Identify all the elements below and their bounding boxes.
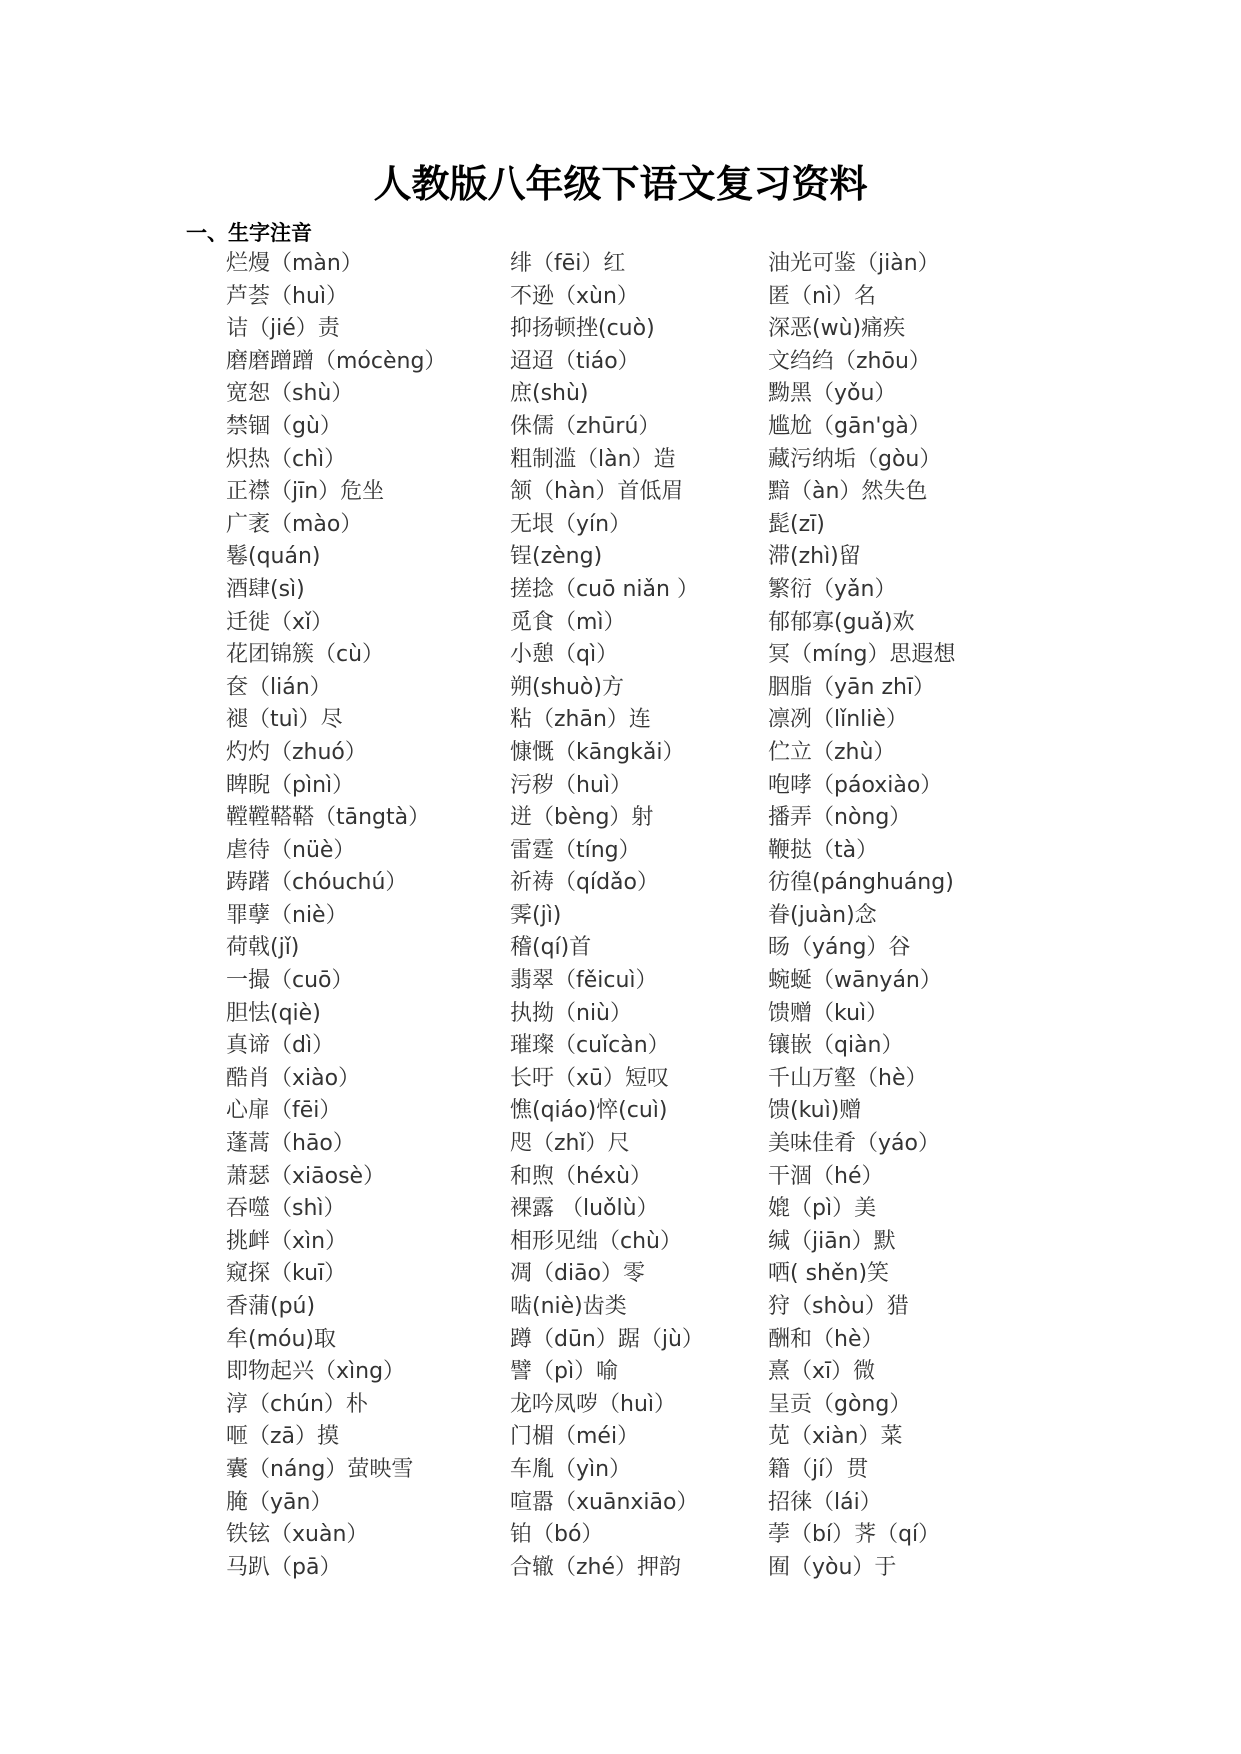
vocab-entry: 污秽（huì） bbox=[510, 772, 632, 798]
vocab-entry: 黯（àn）然失色 bbox=[768, 479, 928, 505]
vocab-entry: 干涸（hé） bbox=[768, 1163, 884, 1189]
vocab-entry: 迢迢（tiáo） bbox=[510, 348, 640, 374]
pinyin-column-1 bbox=[226, 248, 486, 1584]
vocab-entry: 虐待（nüè） bbox=[226, 837, 356, 863]
vocab-entry: 冥（míng）思遐想 bbox=[768, 642, 956, 668]
vocab-entry: 颔（hàn）首低眉 bbox=[510, 479, 684, 505]
vocab-entry: 迁徙（xǐ） bbox=[226, 609, 334, 635]
vocab-entry: 滞(zhì)留 bbox=[768, 544, 861, 570]
vocab-entry: 喧嚣（xuānxiāo） bbox=[510, 1489, 699, 1515]
vocab-entry: 咫（zhǐ）尺 bbox=[510, 1131, 630, 1157]
vocab-entry: 雷霆（tíng） bbox=[510, 837, 641, 863]
vocab-entry: 执拗（niù） bbox=[510, 1000, 632, 1026]
vocab-entry: 彷徨(pánghuáng) bbox=[768, 870, 954, 896]
vocab-entry: 禁锢（gù） bbox=[226, 413, 342, 439]
vocab-entry: 芦荟（huì） bbox=[226, 283, 348, 309]
vocab-entry: 酷肖（xiào） bbox=[226, 1065, 361, 1091]
vocab-entry: 藏污纳垢（gòu） bbox=[768, 446, 942, 472]
document-title: 人教版八年级下语文复习资料 bbox=[373, 162, 868, 206]
vocab-entry: 鞺鞺鞳鞳（tāngtà） bbox=[226, 805, 431, 831]
vocab-entry: 璀璨（cuǐcàn） bbox=[510, 1033, 670, 1059]
vocab-entry: 慷慨（kāngkǎi） bbox=[510, 739, 685, 765]
vocab-entry: 荸（bí）荠（qí） bbox=[768, 1522, 941, 1548]
vocab-entry: 无垠（yín） bbox=[510, 511, 632, 537]
pinyin-column-3 bbox=[768, 248, 1028, 1584]
vocab-entry: 抑扬顿挫(cuò) bbox=[510, 316, 655, 342]
vocab-entry: 囿（yòu）于 bbox=[768, 1554, 897, 1580]
vocab-entry: 美味佳肴（yáo） bbox=[768, 1131, 940, 1157]
vocab-entry: 奁（lián） bbox=[226, 674, 332, 700]
vocab-entry: 罪孽（niè） bbox=[226, 902, 348, 928]
vocab-entry: 文绉绉（zhōu） bbox=[768, 348, 931, 374]
vocab-entry: 吞噬（shì） bbox=[226, 1196, 346, 1222]
vocab-entry: 车胤（yìn） bbox=[510, 1456, 632, 1482]
vocab-entry: 淳（chún）朴 bbox=[226, 1391, 368, 1417]
vocab-entry: 窥探（kuī） bbox=[226, 1261, 347, 1287]
vocab-entry: 相形见绌（chù） bbox=[510, 1228, 682, 1254]
vocab-entry: 咆哮（páoxiào） bbox=[768, 772, 943, 798]
vocab-entry: 憔(qiáo)悴(cuì) bbox=[510, 1098, 668, 1124]
vocab-entry: 镶嵌（qiàn） bbox=[768, 1033, 904, 1059]
vocab-entry: 褪（tuì）尽 bbox=[226, 707, 343, 733]
vocab-entry: 睥睨（pìnì） bbox=[226, 772, 355, 798]
vocab-entry: 郁郁寡(guǎ)欢 bbox=[768, 609, 915, 635]
vocab-entry: 粘（zhān）连 bbox=[510, 707, 651, 733]
vocab-entry: 锃(zèng) bbox=[510, 544, 603, 570]
vocab-entry: 翡翠（fěicuì） bbox=[510, 968, 658, 994]
vocab-entry: 匿（nì）名 bbox=[768, 283, 877, 309]
vocab-entry: 狩（shòu）猎 bbox=[768, 1294, 909, 1319]
vocab-entry: 啮(niè)齿类 bbox=[510, 1294, 627, 1319]
vocab-entry: 心扉（fēi） bbox=[226, 1098, 342, 1124]
vocab-entry: 伫立（zhù） bbox=[768, 739, 896, 765]
vocab-entry: 觅食（mì） bbox=[510, 609, 626, 635]
vocab-entry: 囊（náng）萤映雪 bbox=[226, 1456, 414, 1482]
vocab-entry: 蓬蒿（hāo） bbox=[226, 1131, 355, 1157]
vocab-entry: 马趴（pā） bbox=[226, 1554, 342, 1580]
vocab-entry: 门楣（méi） bbox=[510, 1424, 640, 1450]
vocab-entry: 苋（xiàn）菜 bbox=[768, 1424, 903, 1450]
vocab-entry: 呈贡（gòng） bbox=[768, 1391, 912, 1417]
vocab-entry: 烂熳（màn） bbox=[226, 251, 363, 276]
vocab-entry: 眷(juàn)念 bbox=[768, 902, 877, 928]
vocab-entry: 合辙（zhé）押韵 bbox=[510, 1554, 682, 1580]
vocab-entry: 磨磨蹭蹭（mócèng） bbox=[226, 348, 447, 374]
vocab-entry: 铁铉（xuàn） bbox=[226, 1522, 369, 1548]
pinyin-column-2 bbox=[510, 248, 770, 1584]
vocab-entry: 哂( shěn)笑 bbox=[768, 1261, 890, 1287]
vocab-entry: 鞭挞（tà） bbox=[768, 837, 879, 863]
vocab-entry: 挑衅（xìn） bbox=[226, 1228, 348, 1254]
vocab-entry: 籍（jí）贯 bbox=[768, 1456, 869, 1482]
vocab-entry: 绯（fēi）红 bbox=[510, 251, 626, 276]
vocab-entry: 灼灼（zhuó） bbox=[226, 739, 367, 765]
vocab-entry: 熹（xī）微 bbox=[768, 1359, 876, 1385]
vocab-entry: 腌（yān） bbox=[226, 1489, 333, 1515]
vocab-entry: 凋（diāo）零 bbox=[510, 1261, 646, 1287]
vocab-entry: 荷戟(jǐ) bbox=[226, 935, 300, 961]
vocab-entry: 馈(kuì)赠 bbox=[768, 1098, 862, 1124]
vocab-entry: 宽恕（shù） bbox=[226, 381, 354, 407]
vocab-entry: 蹲（dūn）踞（jù） bbox=[510, 1326, 704, 1352]
vocab-entry: 庶(shù) bbox=[510, 381, 589, 407]
vocab-entry: 诘（jié）责 bbox=[226, 316, 340, 342]
vocab-entry: 迸（bèng）射 bbox=[510, 805, 654, 831]
vocab-entry: 蜿蜒（wānyán） bbox=[768, 968, 942, 994]
vocab-entry: 裸露 （luǒlù） bbox=[510, 1196, 659, 1222]
vocab-entry: 霁(jì) bbox=[510, 902, 562, 928]
vocab-entry: 真谛（dì） bbox=[226, 1033, 335, 1059]
vocab-entry: 酒肆(sì) bbox=[226, 576, 305, 602]
vocab-entry: 胆怯(qiè) bbox=[226, 1000, 321, 1026]
vocab-entry: 鬈(quán) bbox=[226, 544, 321, 570]
vocab-entry: 繁衍（yǎn） bbox=[768, 576, 897, 602]
vocab-entry: 酬和（hè） bbox=[768, 1326, 884, 1352]
vocab-entry: 正襟（jīn）危坐 bbox=[226, 479, 385, 505]
vocab-entry: 祈祷（qídǎo） bbox=[510, 870, 659, 896]
vocab-entry: 咂（zā）摸 bbox=[226, 1424, 340, 1450]
vocab-entry: 譬（pì）喻 bbox=[510, 1359, 619, 1385]
vocab-entry: 香蒲(pú) bbox=[226, 1294, 316, 1319]
vocab-entry: 萧瑟（xiāosè） bbox=[226, 1163, 386, 1189]
vocab-entry: 旸（yáng）谷 bbox=[768, 935, 911, 961]
vocab-entry: 招徕（lái） bbox=[768, 1489, 882, 1515]
vocab-entry: 即物起兴（xìng） bbox=[226, 1359, 406, 1385]
vocab-entry: 花团锦簇（cù） bbox=[226, 642, 385, 668]
vocab-entry: 铂（bó） bbox=[510, 1522, 604, 1548]
vocab-entry: 缄（jiān）默 bbox=[768, 1228, 896, 1254]
vocab-entry: 凛冽（lǐnliè） bbox=[768, 707, 908, 733]
vocab-entry: 胭脂（yān zhī） bbox=[768, 674, 936, 700]
vocab-entry: 搓捻（cuō niǎn ） bbox=[510, 576, 699, 602]
vocab-entry: 稽(qí)首 bbox=[510, 935, 592, 961]
vocab-entry: 小憩（qì） bbox=[510, 642, 619, 668]
vocab-entry: 朔(shuò)方 bbox=[510, 674, 624, 700]
vocab-entry: 侏儒（zhūrú） bbox=[510, 413, 661, 439]
vocab-entry: 尴尬（gān'gà） bbox=[768, 413, 931, 439]
vocab-entry: 广袤（mào） bbox=[226, 511, 363, 537]
vocab-entry: 馈赠（kuì） bbox=[768, 1000, 889, 1026]
vocab-entry: 一撮（cuō） bbox=[226, 968, 354, 994]
vocab-entry: 长吁（xū）短叹 bbox=[510, 1065, 669, 1091]
vocab-entry: 粗制滥（làn）造 bbox=[510, 446, 676, 472]
vocab-entry: 和煦（héxù） bbox=[510, 1163, 653, 1189]
vocab-entry: 油光可鉴（jiàn） bbox=[768, 251, 940, 276]
vocab-entry: 踌躇（chóuchú） bbox=[226, 870, 408, 896]
section-heading: 一、生字注音 bbox=[186, 221, 312, 245]
vocab-entry: 龙吟凤哕（huì） bbox=[510, 1391, 676, 1417]
vocab-entry: 不逊（xùn） bbox=[510, 283, 639, 309]
vocab-entry: 炽热（chì） bbox=[226, 446, 347, 472]
vocab-entry: 髭(zī) bbox=[768, 511, 825, 537]
vocab-entry: 黝黑（yǒu） bbox=[768, 381, 897, 407]
vocab-entry: 媲（pì）美 bbox=[768, 1196, 877, 1222]
vocab-entry: 牟(móu)取 bbox=[226, 1326, 337, 1352]
vocab-entry: 深恶(wù)痛疾 bbox=[768, 316, 906, 342]
vocab-entry: 播弄（nòng） bbox=[768, 805, 912, 831]
vocab-entry: 千山万壑（hè） bbox=[768, 1065, 928, 1091]
